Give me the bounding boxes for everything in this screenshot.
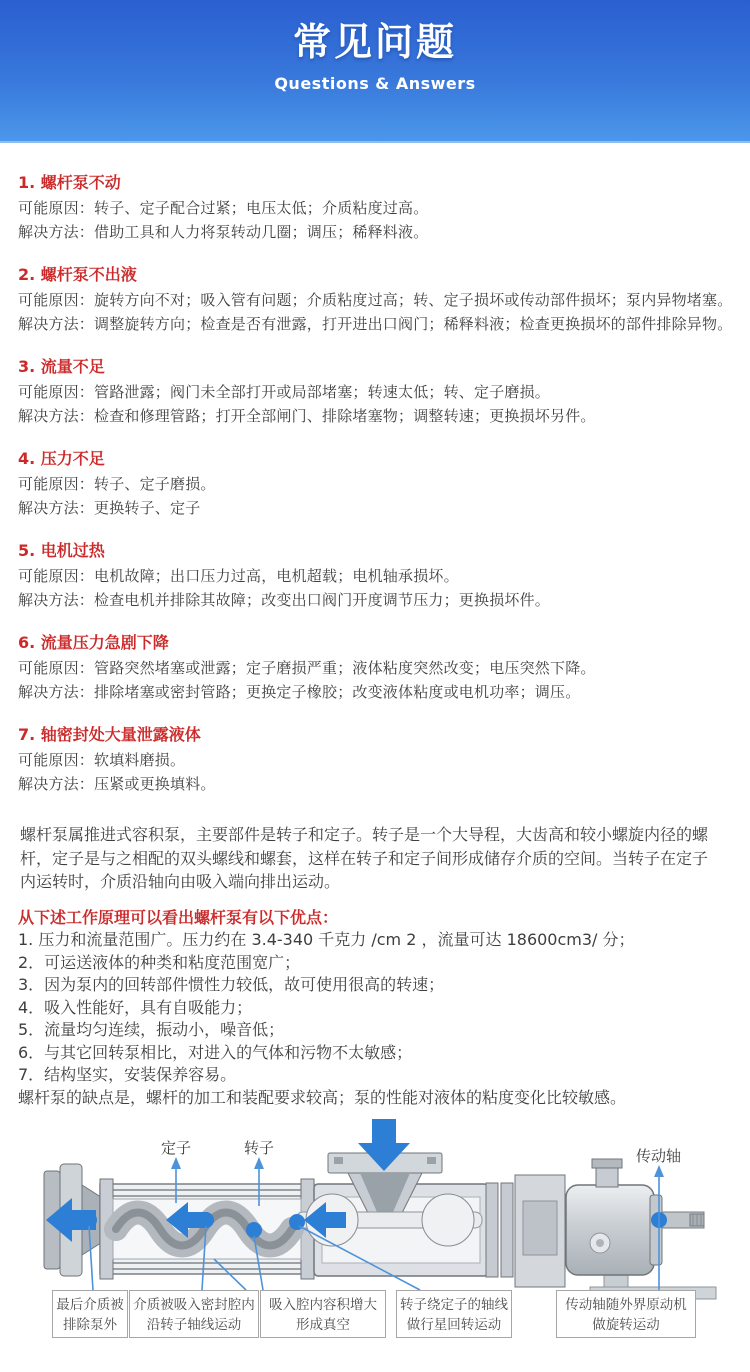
faq-heading: 4. 压力不足 [18,449,105,468]
drive-shaft [662,1212,704,1228]
faq-heading: 5. 电机过热 [18,541,105,560]
caption-line: 形成真空 [296,1317,350,1333]
faq-heading: 6. 流量压力急剧下降 [18,633,169,652]
caption-line: 排除泵外 [63,1317,117,1333]
caption-line: 吸入腔内容积增大 [269,1297,377,1313]
advantages-heading: 从下述工作原理可以看出螺杆泵有以下优点： [18,907,339,927]
caption-line: 介质被吸入密封腔内 [133,1297,255,1313]
caption-box-planetary-motion [396,1290,512,1338]
solution-line: 解决方法：检查和修理管路；打开全部闸门、排除堵塞物；调整转速；更换损坏另件。 [18,407,596,425]
pump-diagram [0,1113,750,1361]
header-banner [0,0,750,143]
caption-box-vacuum [260,1290,386,1338]
advantage-item: 1. 压力和流量范围广。压力约在 3.4-340 千克力 /cm 2 ，流量可达 18600cm3/ 分； [18,930,635,949]
faq-section-3 [18,356,740,428]
caption-line: 最后介质被 [56,1297,124,1313]
cause-line: 可能原因：软填料磨损。 [18,751,186,769]
bearing-housing [566,1159,662,1275]
solution-line: 解决方法：检查电机并排除其故障；改变出口阀门开度调节压力；更换损坏件。 [18,591,551,609]
solution-line: 解决方法：排除堵塞或密封管路；更换定子橡胶；改变液体粘度或电机功率；调压。 [18,683,581,701]
faq-section-2 [18,264,740,336]
cause-line: 可能原因：管路泄露；阀门未全部打开或局部堵塞；转速太低；转、定子磨损。 [18,383,551,401]
stator-label: 定子 [161,1139,192,1157]
faq-heading: 2. 螺杆泵不出液 [18,265,137,284]
cause-line: 可能原因：管路突然堵塞或泄露；定子磨损严重；液体粘度突然改变；电压突然下降。 [18,659,596,677]
advantage-item: 7．结构坚实，安装保养容易。 [18,1065,237,1084]
caption-line: 做旋转运动 [592,1317,660,1333]
faq-section-6 [18,632,740,704]
faq-section-5 [18,540,740,612]
rotor-label: 转子 [244,1139,275,1157]
advantage-item: 3．因为泵内的回转部件惯性力较低，故可使用很高的转速； [18,975,445,994]
caption-box-discharge [52,1290,128,1338]
page-subtitle: Questions & Answers [274,74,476,93]
cause-line: 可能原因：转子、定子磨损。 [18,475,216,493]
caption-box-seal-cavity [129,1290,259,1338]
faq-section-1 [18,172,740,244]
pump-description: 螺杆泵属推进式容积泵，主要部件是转子和定子。转子是一个大导程，大齿高和较小螺旋内径的螺杆，定子是与之相配的双头螺线和螺套，这样在转子和定子间形成储存介质的空间。当转子在定子内运转时，介质沿轴向由吸入端向排出运动。 [20,825,709,891]
faq-list [0,143,750,1109]
advantage-item: 5．流量均匀连续，振动小，噪音低； [18,1020,285,1039]
advantage-item: 2．可运送液体的种类和粘度范围宽广； [18,952,301,972]
cause-line: 可能原因：电机故障；出口压力过高，电机超载；电机轴承损坏。 [18,567,459,585]
faq-heading: 1. 螺杆泵不动 [18,173,121,192]
solution-line: 解决方法：借助工具和人力将泵转动几圈；调压；稀释料液。 [18,223,429,241]
advantage-item: 4．吸入性能好，具有自吸能力； [18,997,253,1017]
faq-section-4 [18,448,740,520]
faq-heading: 3. 流量不足 [18,357,105,376]
advantage-item: 6．与其它回转泵相比，对进入的气体和污物不太敏感； [18,1042,413,1062]
drive-shaft-label: 传动轴 [636,1147,682,1165]
disadvantage-note: 螺杆泵的缺点是，螺杆的加工和装配要求较高；泵的性能对液体的粘度变化比较敏感。 [18,1087,627,1107]
cause-line: 可能原因：旋转方向不对；吸入管有问题；介质粘度过高；转、定子损坏或传动部件损坏；泵内异物堵塞。 [18,291,733,309]
caption-line: 转子绕定子的轴线 [400,1297,508,1313]
caption-line: 传动轴随外界原动机 [565,1297,687,1313]
faq-heading: 7. 轴密封处大量泄露液体 [18,725,201,744]
solution-line: 解决方法：调整旋转方向；检查是否有泄露，打开进出口阀门；稀释料液；检查更换损坏的部件排除异物。 [18,315,733,333]
faq-section-7 [18,724,740,796]
solution-line: 解决方法：压紧或更换填料。 [18,775,216,793]
advantages-block [18,907,740,1110]
solution-line: 解决方法：更换转子、定子 [18,499,201,517]
page-title: 常见问题 [292,20,457,64]
caption-line: 做行星回转运动 [406,1317,502,1333]
cause-line: 可能原因：转子、定子配合过紧；电压太低；介质粘度过高。 [18,199,429,217]
caption-box-drive-shaft-motion [556,1290,696,1338]
caption-line: 沿转子轴线运动 [146,1317,242,1333]
